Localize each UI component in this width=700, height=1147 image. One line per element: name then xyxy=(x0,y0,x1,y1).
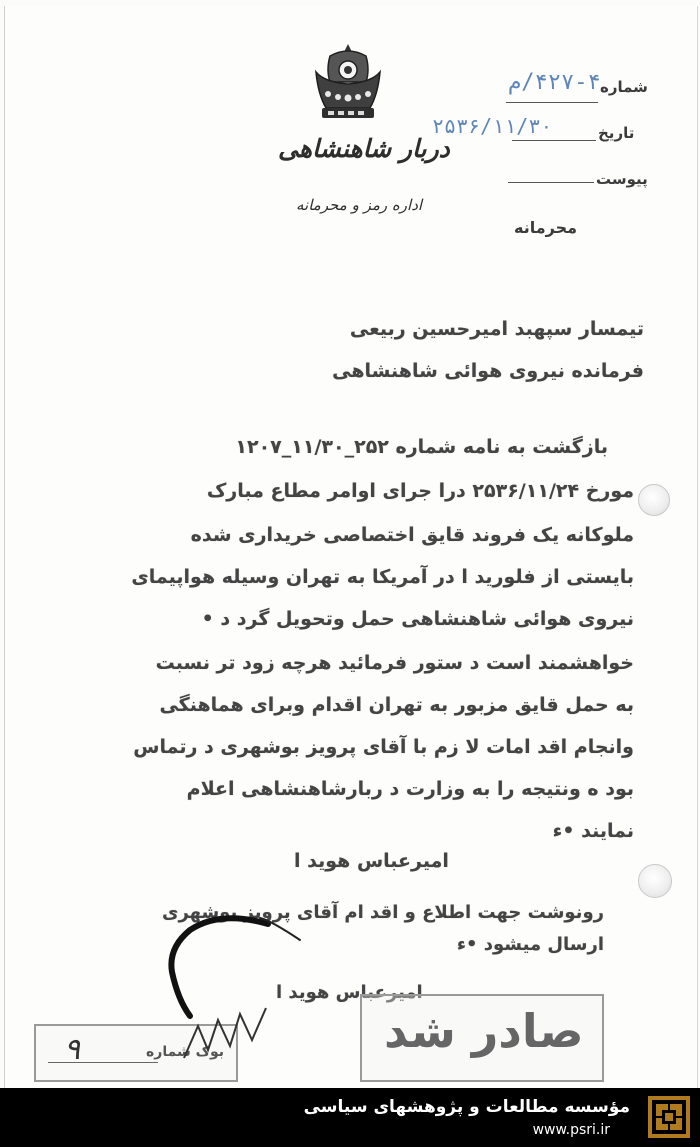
attachment-label: پیوست xyxy=(596,170,648,188)
body-line-1: بازگشت به نامه شماره ۲۵۲_۱۱/۳۰_۱۲۰۷ xyxy=(235,436,608,458)
copy-note-line-2: ارسال میشود •ء xyxy=(456,934,604,955)
book-number-value: ۹ xyxy=(64,1032,81,1067)
website-link[interactable]: www.psri.ir xyxy=(532,1122,610,1138)
recipient-line-1: تیمسار سپهبد امیرحسین ربیعی xyxy=(349,318,644,340)
punch-hole-bottom xyxy=(638,864,672,898)
issued-stamp xyxy=(360,994,604,1082)
issued-stamp-text: صادر شد xyxy=(384,1004,584,1058)
body-line-6: خواهشمند است د ستور فرمائید هرچه زود تر نسبت xyxy=(155,652,634,674)
punch-hole-top xyxy=(638,484,670,516)
court-title: دربار شاهنشاهی xyxy=(278,134,450,163)
office-subtitle: اداره رمز و محرمانه xyxy=(296,196,423,214)
date-underline xyxy=(512,140,596,141)
body-line-5: نیروی هوائی شاهنشاهی حمل وتحویل گرد د • xyxy=(201,608,634,630)
number-value: ۴۲۷-۴/م xyxy=(508,70,601,95)
body-line-7: به حمل قایق مزبور به تهران اقدام وبرای هماهنگی xyxy=(159,694,634,716)
body-line-3: ملوکانه یک فروند قایق اختصاصی خریداری شده xyxy=(190,524,634,546)
date-value: ۲۵۳۶/۱۱/۳۰ xyxy=(432,114,553,138)
book-number-underline xyxy=(48,1062,158,1063)
copy-note-line-1: رونوشت جهت اطلاع و اقد ام آقای پرویز بوشهری xyxy=(161,902,604,923)
recipient-line-2: فرمانده نیروی هوائی شاهنشاهی xyxy=(332,360,644,382)
institute-name: مؤسسه مطالعات و پژوهشهای سیاسی xyxy=(303,1097,630,1117)
book-number-label: بوک شماره xyxy=(146,1044,224,1060)
body-line-4: بایستی از فلورید ا در آمریکا به تهران وسیله هواپیمای xyxy=(131,566,634,588)
classification-label: محرمانه xyxy=(514,218,578,237)
footer-banner xyxy=(0,1088,700,1147)
date-label: تاریخ xyxy=(598,124,635,142)
body-line-9: بود ه ونتیجه را به وزارت د ربارشاهنشاهی اعلام xyxy=(186,778,634,800)
attachment-underline xyxy=(508,182,594,183)
number-underline xyxy=(506,102,598,103)
body-signature: امیرعباس هوید ا xyxy=(294,850,449,872)
number-label: شماره xyxy=(600,78,648,96)
copy-note-signature: امیرعباس هوید ا xyxy=(276,982,423,1003)
book-stamp-squiggle xyxy=(178,1000,274,1070)
crown-emblem-icon xyxy=(308,42,388,128)
body-line-2: مورخ ۲۵۳۶/۱۱/۲۴ درا جرای اوامر مطاع مبارک xyxy=(206,480,634,502)
psri-logo-icon xyxy=(648,1096,690,1138)
body-line-10: نمایند •ء xyxy=(552,820,634,842)
body-line-8: وانجام اقد امات لا زم با آقای پرویز بوشهری د رتماس xyxy=(133,736,634,758)
